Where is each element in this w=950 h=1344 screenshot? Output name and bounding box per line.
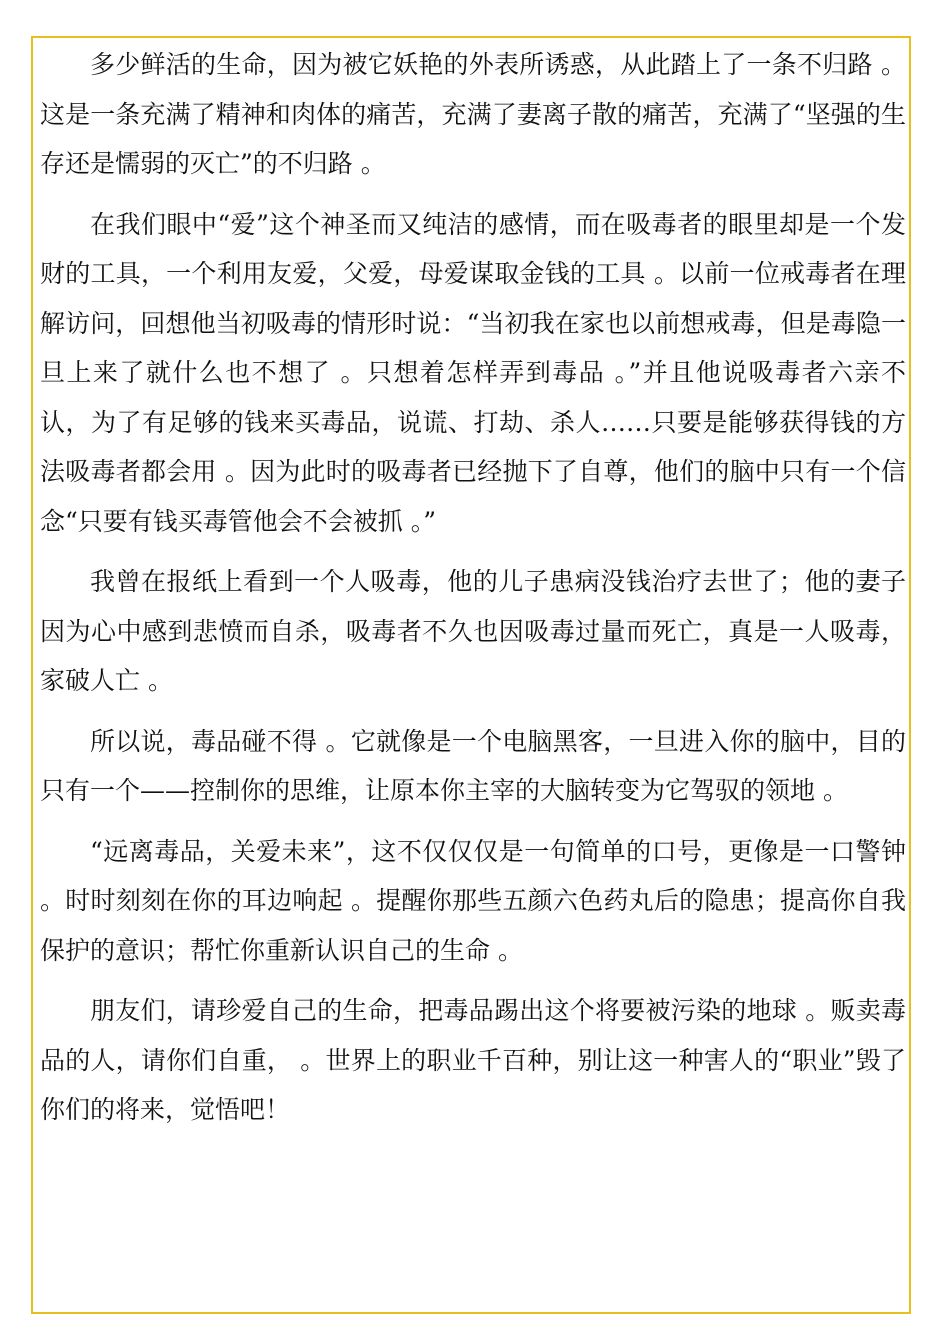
paragraph: 我曾在报纸上看到一个人吸毒，他的儿子患病没钱治疗去世了；他的妻子因为心中感到悲愤而自杀，吸毒者不久也因吸毒过量而死亡，真是一人吸毒，家破人亡 。 — [40, 567, 906, 695]
document-body — [40, 40, 906, 1146]
paragraph: “远离毒品，关爱未来”，这不仅仅仅是一句简单的口号，更像是一口警钟 。时时刻刻在你的耳边响起 。提醒你那些五颜六色药丸后的隐患；提高你自我保护的意识；帮忙你重新认识自己的生命 。 — [40, 836, 906, 965]
paragraph: 所以说，毒品碰不得 。它就像是一个电脑黑客，一旦进入你的脑中，目的只有一个——控制你的思维，让原本你主宰的大脑转变为它驾驭的领地 。 — [40, 726, 906, 805]
paragraph: 多少鲜活的生命，因为被它妖艳的外表所诱惑，从此踏上了一条不归路 。这是一条充满了精神和肉体的痛苦，充满了妻离子散的痛苦，充满了“坚强的生存还是懦弱的灭亡”的不归路 。 — [40, 50, 906, 178]
paragraph: 在我们眼中“爱”这个神圣而又纯洁的感情，而在吸毒者的眼里却是一个发财的工具，一个利用友爱，父爱，母爱谋取金钱的工具 。以前一位戒毒者在理解访问，回想他当初吸毒的情形时说：“当初我在家也以前想戒毒，但是毒隐一旦上来了就什么也不想了 。只想着怎样弄到毒品 。”并且他说吸毒者六亲不认，为了有足够的钱来买毒品，说谎、打劫、杀人……只要是能够获得钱的方法吸毒者都会用 。因为此时的吸毒者已经抛下了自尊，他们的脑中只有一个信念“只要有钱买毒管他会不会被抓 。” — [40, 209, 906, 536]
paragraph: 朋友们，请珍爱自己的生命，把毒品踢出这个将要被污染的地球 。贩卖毒品的人，请你们自重， 。世界上的职业千百种，别让这一种害人的“职业”毁了你们的将来，觉悟吧！ — [40, 996, 906, 1124]
